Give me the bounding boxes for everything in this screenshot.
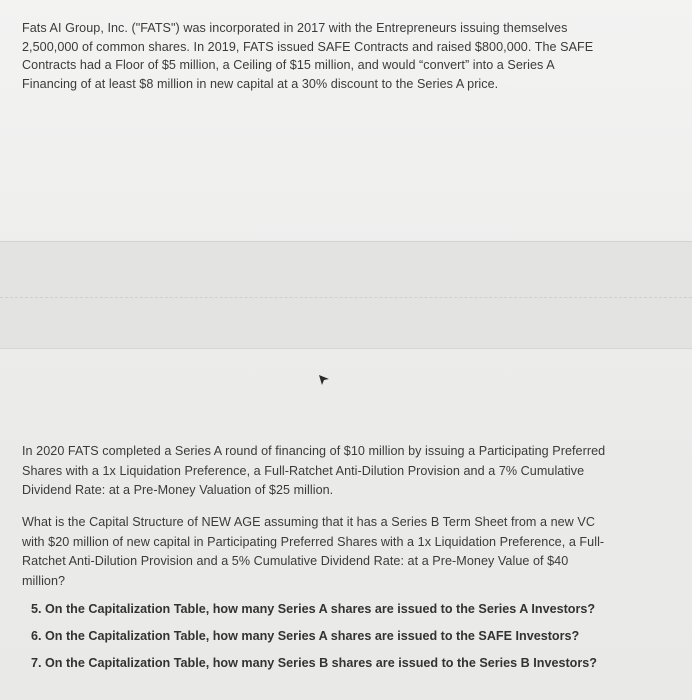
- series-a-line: Shares with a 1x Liquidation Preference, a Full-Ratchet Anti-Dilution Provision and a 7% Cumulative: [22, 463, 585, 478]
- capital-structure-line: million?: [22, 573, 66, 588]
- mouse-cursor-icon: [318, 374, 330, 386]
- dotted-divider: [0, 297, 692, 298]
- intro-line: 2,500,000 of common shares. In 2019, FATS issued SAFE Contracts and raised $800,000. The SAFE: [22, 39, 594, 54]
- question-5: 5. On the Capitalization Table, how many Series A shares are issued to the Series A Investors?: [31, 602, 596, 616]
- blank-answer-band: [0, 241, 692, 349]
- capital-structure-paragraph: [22, 513, 662, 591]
- intro-paragraph: [22, 19, 662, 93]
- question-7: 7. On the Capitalization Table, how many Series B shares are issued to the Series B Investors?: [31, 656, 597, 670]
- intro-line: Contracts had a Floor of $5 million, a Ceiling of $15 million, and would “convert” into a Series A: [22, 58, 555, 72]
- question-6: 6. On the Capitalization Table, how many Series A shares are issued to the SAFE Investors?: [31, 629, 580, 643]
- question-list: [22, 600, 672, 681]
- capital-structure-line: Ratchet Anti-Dilution Provision and a 5% Cumulative Dividend Rate: at a Pre-Money Value of $40: [22, 554, 569, 568]
- capital-structure-line: with $20 million of new capital in Participating Preferred Shares with a 1x Liquidation Preference, a Full-: [22, 534, 605, 549]
- series-a-paragraph: [22, 442, 662, 501]
- series-a-line: In 2020 FATS completed a Series A round of financing of $10 million by issuing a Participating Preferred: [22, 444, 606, 458]
- intro-line: Financing of at least $8 million in new capital at a 30% discount to the Series A price.: [22, 76, 499, 91]
- capital-structure-line: What is the Capital Structure of NEW AGE assuming that it has a Series B Term Sheet from a new VC: [22, 515, 595, 529]
- series-a-line: Dividend Rate: at a Pre-Money Valuation of $25 million.: [22, 483, 334, 497]
- intro-line: Fats AI Group, Inc. ("FATS") was incorporated in 2017 with the Entrepreneurs issuing themselves: [22, 21, 568, 35]
